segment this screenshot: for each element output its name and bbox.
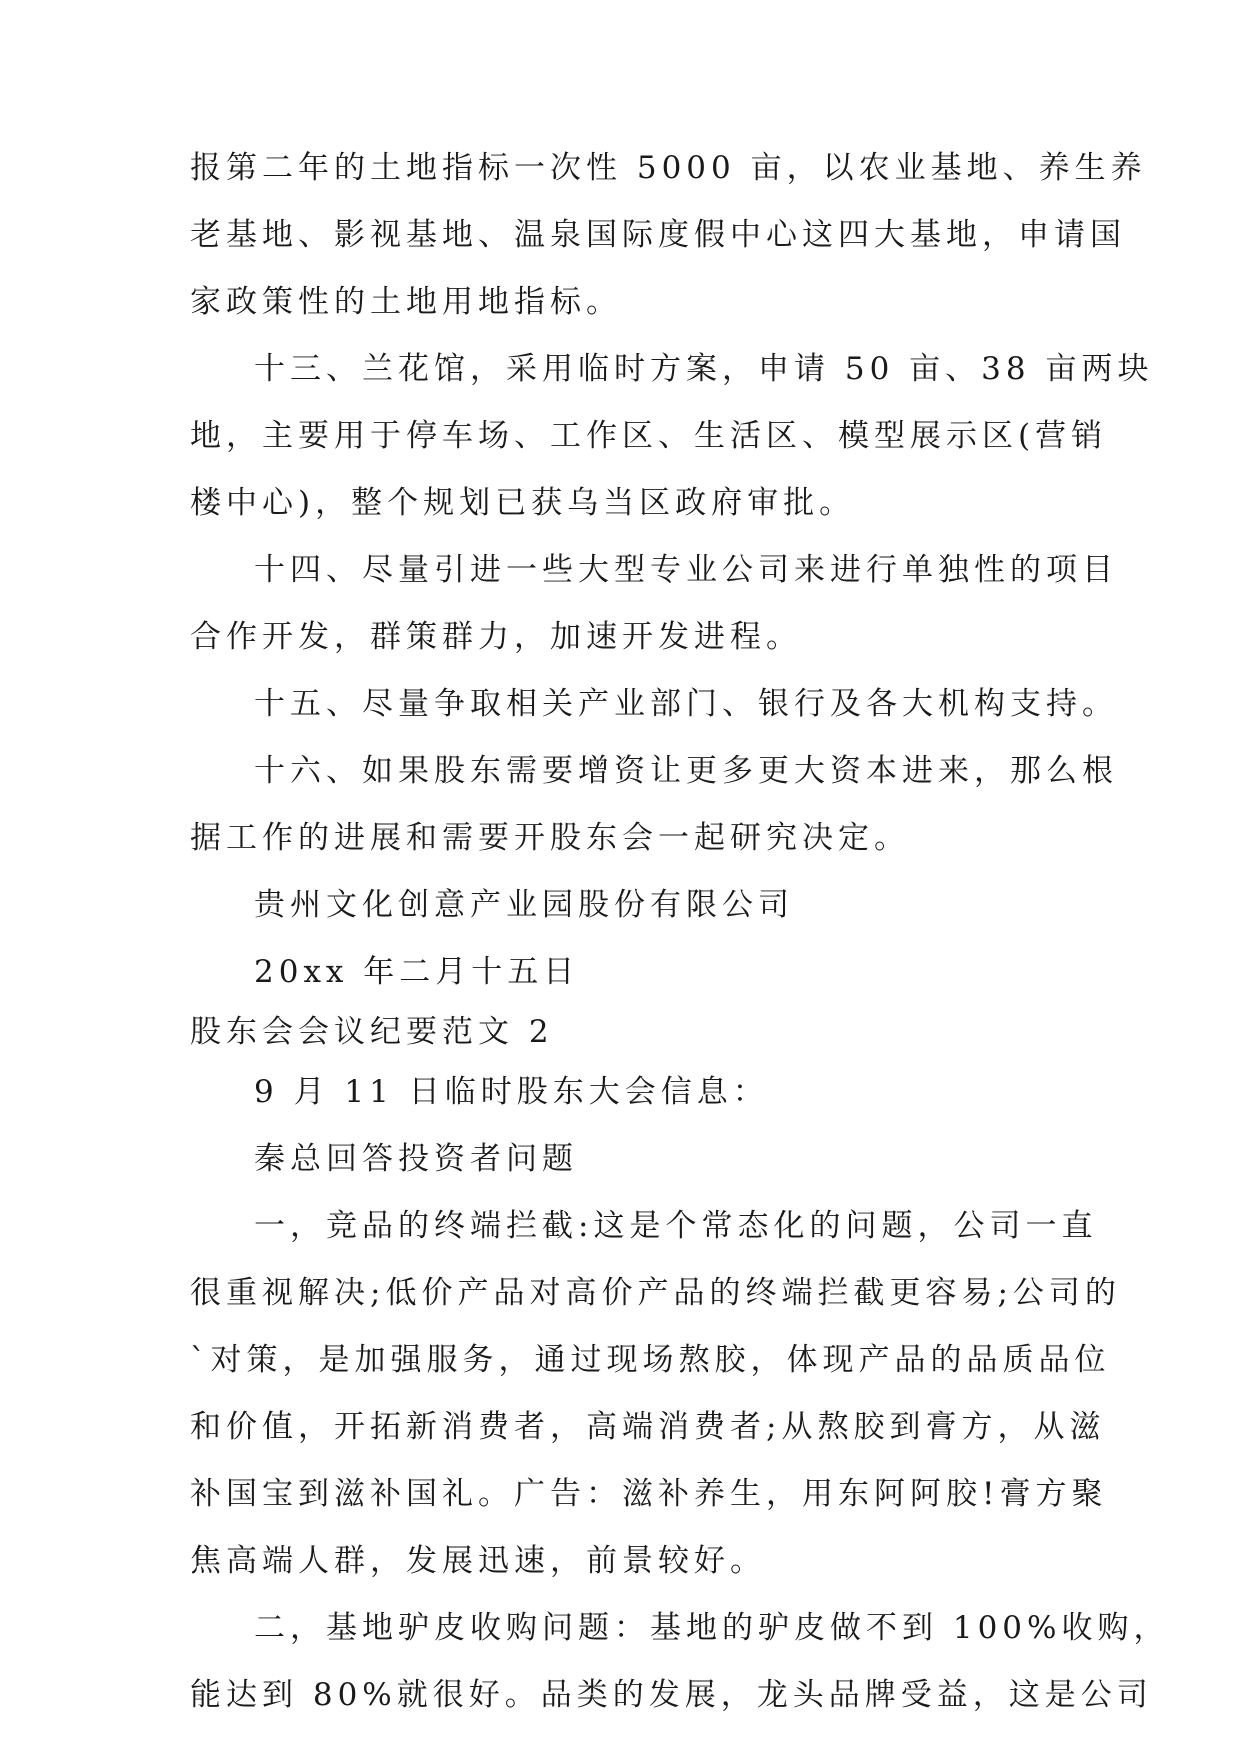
body-text-line: 楼中心)，整个规划已获乌当区政府审批。: [190, 485, 856, 521]
body-text-line: 十三、兰花馆，采用临时方案，申请 50 亩、38 亩两块: [254, 351, 1154, 387]
body-text-line: 十五、尽量争取相关产业部门、银行及各大机构支持。: [254, 686, 1118, 722]
signature-date: 20xx 年二月十五日: [254, 954, 580, 990]
body-text-line: 老基地、影视基地、温泉国际度假中心这四大基地，申请国: [190, 217, 1126, 253]
body-text-line: 据工作的进展和需要开股东会一起研究决定。: [190, 820, 910, 856]
body-text-line: 补国宝到滋补国礼。广告：滋补养生，用东阿阿胶!膏方聚: [190, 1476, 1108, 1512]
body-text-line: 家政策性的土地用地指标。: [190, 284, 622, 320]
body-text-line: 能达到 80%就很好。品类的发展，龙头品牌受益，这是公司: [190, 1677, 1153, 1713]
body-text-line: 十六、如果股东需要增资让更多更大资本进来，那么根: [254, 753, 1118, 789]
body-text-line: 9 月 11 日临时股东大会信息：: [254, 1074, 769, 1110]
body-text-line: 十四、尽量引进一些大型专业公司来进行单独性的项目: [254, 552, 1118, 588]
body-text-line: 合作开发，群策群力，加速开发进程。: [190, 619, 802, 655]
body-text-line: 一，竞品的终端拦截:这是个常态化的问题，公司一直: [254, 1208, 1098, 1244]
body-text-line: 焦高端人群，发展迅速，前景较好。: [190, 1543, 766, 1579]
section-heading: 股东会会议纪要范文 2: [190, 1014, 554, 1050]
company-signature: 贵州文化创意产业园股份有限公司: [254, 887, 794, 923]
body-text-line: 报第二年的土地指标一次性 5000 亩，以农业基地、养生养: [190, 150, 1147, 186]
body-text-line: 和价值，开拓新消费者，高端消费者;从熬胶到膏方，从滋: [190, 1409, 1106, 1445]
body-text-line: 秦总回答投资者问题: [254, 1141, 578, 1177]
body-text-line: 很重视解决;低价产品对高价产品的终端拦截更容易;公司的: [190, 1275, 1121, 1311]
body-text-line: 二，基地驴皮收购问题：基地的驴皮做不到 100%收购，: [254, 1610, 1170, 1646]
body-text-line: 地，主要用于停车场、工作区、生活区、模型展示区(营销: [190, 418, 1108, 454]
body-text-line: `对策，是加强服务，通过现场熬胶，体现产品的品质品位: [190, 1342, 1111, 1378]
